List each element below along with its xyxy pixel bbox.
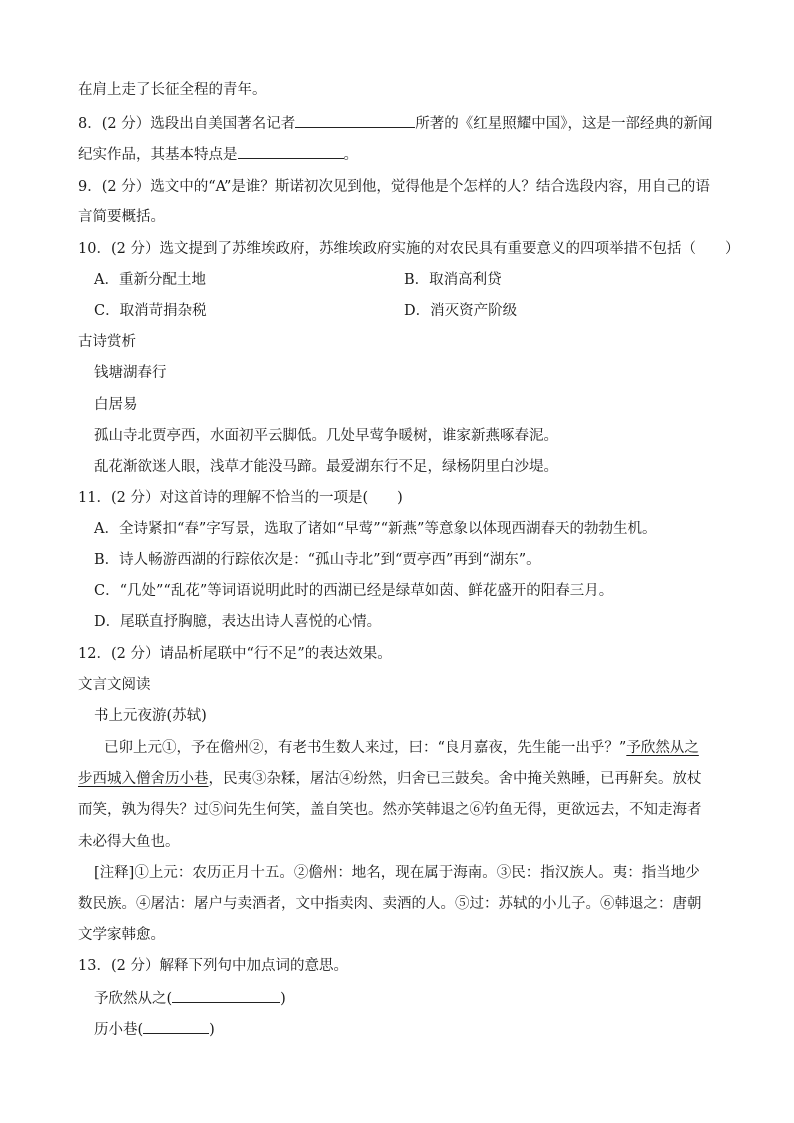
question-11-option-a[interactable]: A．全诗紧扣“春”字写景，选取了诸如“早莺”“新燕”等意象以体现西湖春天的勃勃生机。 <box>94 521 657 537</box>
poem-line-1: 孤山寺北贾亭西，水面初平云脚低。几处早莺争暖树，谁家新燕啄春泥。 <box>94 428 558 444</box>
question-13-item-2 <box>94 1019 215 1040</box>
question-8-stem: 8．(2 分）选段出自美国著名记者 <box>78 116 296 132</box>
classical-text-segment: ，民夷③杂糅，屠沽④纷然，归舍已三鼓矣。舍中掩关熟睡，已再鼾矣。放杖 <box>208 771 702 787</box>
question-8-stem-cont: 所著的《红星照耀中国》，这是一部经典的新闻 <box>415 116 713 132</box>
classical-text-segment: 已卯上元①，予在儋州②，有老书生数人来过，曰：“良月嘉夜，先生能一出乎？” <box>104 740 627 756</box>
passage-tail-line: 在肩上走了长征全程的青年。 <box>78 82 267 98</box>
question-11-option-d[interactable]: D．尾联直抒胸臆，表达出诗人喜悦的心情。 <box>94 614 382 630</box>
answer-blank-author[interactable] <box>295 113 415 128</box>
underlined-phrase-1: 予欣然从之 <box>626 740 699 756</box>
question-10-stem: 10．(2 分）选文提到了苏维埃政府，苏维埃政府实施的对农民具有重要意义的四项举措不包括（ ） <box>78 241 740 257</box>
question-13-item-1-text: 予欣然从之( <box>94 991 173 1007</box>
classical-text-line-4: 未必得大鱼也。 <box>78 834 180 850</box>
section-heading-classical: 文言文阅读 <box>78 677 151 693</box>
poem-line-2: 乱花渐欲迷人眼，浅草才能没马蹄。最爱湖东行不足，绿杨阴里白沙堤。 <box>94 459 558 475</box>
question-9-line1: 9．(2 分）选文中的“A”是谁？斯诺初次见到他，觉得他是个怎样的人？结合选段内容，用自己的语 <box>78 179 710 195</box>
section-heading-poem: 古诗赏析 <box>78 334 136 350</box>
question-10-option-b[interactable]: B．取消高利贷 <box>404 272 502 288</box>
answer-blank-13-1[interactable] <box>172 988 280 1003</box>
question-11-stem: 11．(2 分）对这首诗的理解不恰当的一项是( ) <box>78 490 403 506</box>
question-11-option-b[interactable]: B．诗人畅游西湖的行踪依次是：“孤山寺北”到“贾亭西”再到“湖东”。 <box>94 552 541 568</box>
question-8-stem-line2: 纪实作品，其基本特点是 <box>78 147 238 163</box>
notes-line-1: [注释]①上元：农历正月十五。②儋州：地名，现在属于海南。③民：指汉族人。夷：指当地少 <box>94 865 700 881</box>
question-8-line2 <box>78 144 358 165</box>
question-13-item-2-text: 历小巷( <box>94 1022 144 1038</box>
question-8-line1 <box>78 113 712 134</box>
question-8-period: 。 <box>343 147 358 163</box>
question-10-option-a[interactable]: A．重新分配土地 <box>94 272 206 288</box>
classical-text-line-1 <box>104 738 699 758</box>
question-10-option-d[interactable]: D．消灭资产阶级 <box>404 303 518 319</box>
question-13-item-1 <box>94 988 286 1009</box>
classical-text-line-2 <box>78 769 702 789</box>
poem-author: 白居易 <box>94 397 138 413</box>
poem-title: 钱塘湖春行 <box>94 365 167 381</box>
question-13-item-1-close: ) <box>280 991 286 1007</box>
question-9-line2: 言简要概括。 <box>78 209 165 225</box>
question-13-stem: 13．(2 分）解释下列句中加点词的意思。 <box>78 958 348 974</box>
notes-line-3: 文学家韩愈。 <box>78 927 165 943</box>
answer-blank-feature[interactable] <box>238 144 344 159</box>
classical-text-title: 书上元夜游(苏轼) <box>94 708 207 724</box>
answer-blank-13-2[interactable] <box>143 1019 209 1034</box>
question-12-stem: 12．(2 分）请品析尾联中“行不足”的表达效果。 <box>78 646 392 662</box>
notes-line-2: 数民族。④屠沽：屠户与卖酒者，文中指卖肉、卖酒的人。⑤过：苏轼的小儿子。⑥韩退之：唐朝 <box>78 896 702 912</box>
classical-text-line-3: 而笑，孰为得失？过⑤问先生何笑，盖自笑也。然亦笑韩退之⑥钓鱼无得，更欲远去，不知走海者 <box>78 802 702 818</box>
question-11-option-c[interactable]: C．“几处”“乱花”等词语说明此时的西湖已经是绿草如茵、鲜花盛开的阳春三月。 <box>94 583 614 599</box>
underlined-phrase-2: 步西城入僧舍历小巷 <box>78 771 209 787</box>
question-10-option-c[interactable]: C．取消苛捐杂税 <box>94 303 207 319</box>
question-13-item-2-close: ) <box>209 1022 215 1038</box>
